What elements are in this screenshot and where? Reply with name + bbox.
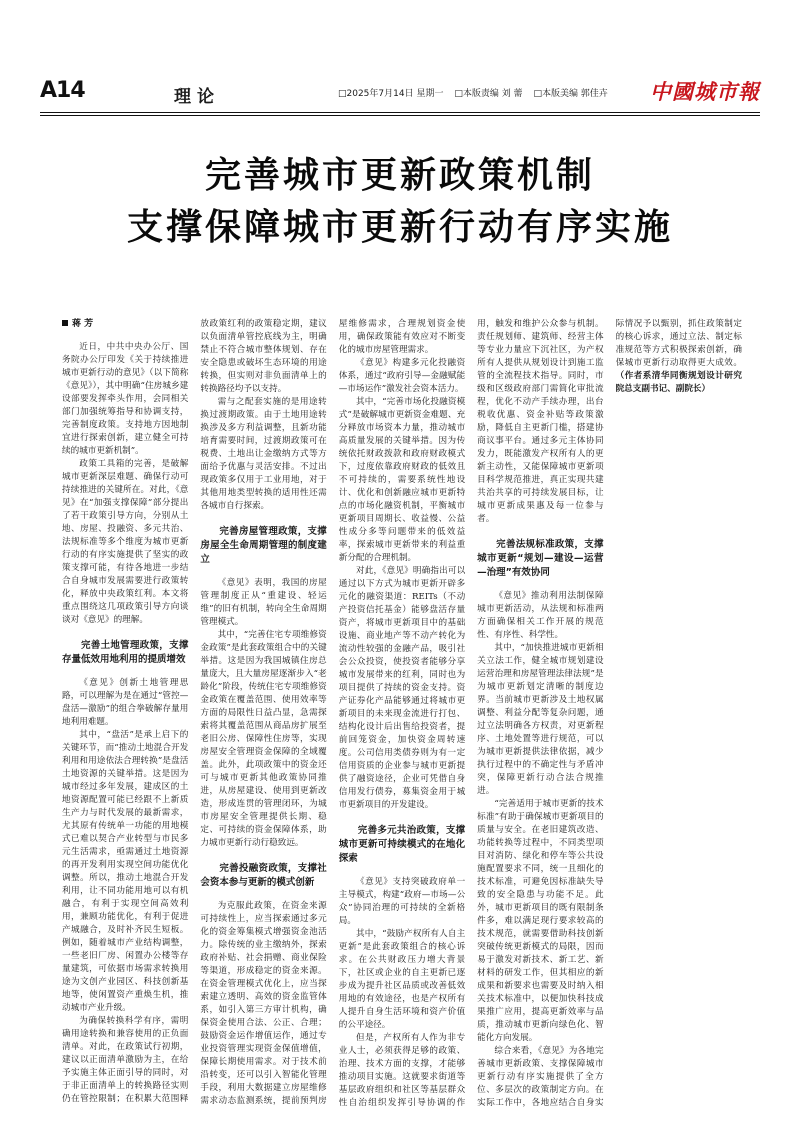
- square-bullet-icon: [62, 320, 68, 326]
- article-headline: [40, 150, 760, 254]
- body-paragraph: “完善适用于城市更新的技术标准”有助于确保城市更新项目的质量与安全。在老旧建筑改造、功能转换等过程中，不同类型项目对消防、绿化和停车等公共设施配置要求不同，统一且细化的技术标准，可避免因标准缺失导致的安全隐患与功能不足。此外，城市更新项目的既有限制条件多，难以满足现行要求较高的技术规范，就需要借助科技创新突破传统更新模式的局限，因而易于激发对新技术、新工艺、新材料的研发工作，但其相应的新成果和新要求也需要及时纳入相关技术标准中，以便加快科技成果推广应用，提高更新效率与品质，推动城市更新向绿色化、智能化方向发展。: [477, 799, 604, 1043]
- page-number: A14: [40, 78, 85, 103]
- editor-credit: □本版责编 刘 薷: [454, 89, 523, 99]
- section-heading: 完善多元共治政策，支撑城市更新可持续模式的在地化探索: [338, 825, 466, 864]
- designer-credit: □本版美编 郭佳卉: [533, 89, 608, 99]
- section-heading: 完善法规标准政策，支撑城市更新“规划—建设—运营—治理”有效协同: [477, 539, 604, 578]
- body-paragraph: 《意见》支持突破政府单一主导模式，构建“政府—市场—公众”协同治理的可持续的全新格局。: [338, 877, 466, 926]
- body-paragraph: 《意见》构建多元化投融资体系，通过“政府引导—金融赋能—市场运作”激发社会资本活力。: [338, 358, 466, 394]
- article-body: [62, 318, 742, 1118]
- author-name: 蒋 芳: [72, 319, 94, 329]
- intro-paragraph: 政策工具箱的完善，是破解城市更新深层难题、确保行动可持续推进的关键所在。对此，《意见》在“加强支撑保障”部分提出了若干政策引导方向，分别从土地、房屋、投融资、多元共治、法规标准等多个维度为城市更新行动的有序实施提供了坚实的政策支撑可能，有待各地进一步结合自身城市发展需要进行政策转化，释放中央政策红利。本文将重点围绕这几项政策引导方向谈谈对《意见》的理解。: [62, 459, 189, 625]
- intro-paragraph: 近日，中共中央办公厅、国务院办公厅印发《关于持续推进城市更新行动的意见》（以下简称《意见》），其中明确“住房城乡建设部要发挥牵头作用，会同相关部门加强统筹指导和协调支持，完善制度政策。支持地方因地制宜进行探索创新，建立健全可持续的城市更新机制”。: [62, 342, 189, 456]
- body-paragraph: 其中，“加快推进城市更新相关立法工作，健全城市规划建设运营治理和房屋管理法律法规”是为城市更新划定清晰的制度边界。当前城市更新涉及土地权属调整、利益分配等复杂问题，通过立法明确各方权责，对更新程序、土地处置等进行规范，可以为城市更新提供法律依据，减少执行过程中的不确定性与矛盾冲突，保障更新行动合法合规推进。: [477, 643, 604, 796]
- masthead-logo: 中國城市報: [650, 79, 760, 104]
- section-heading: 完善房屋管理政策，支撑房屋全生命周期管理的制度建立: [200, 526, 327, 565]
- body-paragraph: 为克服此政策，在资金来源可持续性上，应当探索通过多元化的资金筹集模式增强资金池活力。除传统的业主缴纳外，探索政府补贴、社会捐赠、商业保险等渠道，形成稳定的资金来源。在资金管理模式优化上，应当探索建立透明、高效的资金监管体系，如引入第三方审计机构，确保资金使用合法、公正、合理；鼓励资金运作增值运作，通过专业投资管理实现资金保值增值，保障长期使用需求。对于技术前沿转变，还可以引入智能化管理手段，利用大数据建立房屋维修需求动态监测系统，提前预判房屋维修需求，合理规划资金使用，确保政策能有效应对不断变化的城市房屋管理需求。: [200, 319, 466, 1106]
- section-name: 理论: [174, 87, 220, 107]
- byline: [62, 318, 188, 331]
- body-paragraph: 《意见》推动利用法制保障城市更新活动，从法规和标准两方面确保相关工作开展的规范性、有序性、科学性。: [477, 591, 604, 640]
- body-paragraph: 对此，《意见》明确指出可以通过以下方式为城市更新开辟多元化的融资渠道：REITs（不动产投资信托基金）能够盘活存量资产，将城市更新项目中的基础设施、商业地产等不动产转化为流动性较强的金融产品，吸引社会公众投资，使投资者能够分享城市发展带来的红利，同时也为项目提供了持续的资金支持。资产证券化产品能够通过将城市更新项目的未来现金流进行打包、结构化设计后出售给投资者，提前回笼资金，加快资金周转速度。公司信用类债券则为有一定信用资质的企业参与城市更新提供了融资途径，企业可凭借自身信用发行债券，募集资金用于城市更新项目的开发建设。: [338, 566, 466, 810]
- closing-text: 综合来看，《意见》为各地完善城市更新政策、支撑保障城市更新行动有序实施提供了全方位、多层次的政策制定方向。在实际工作中，各地应结合自身实际情况予以甄别，抓住政策制定的核心诉求，通过立法、制定标准规范等方式积极探索创新，确保城市更新行动取得更大成效。: [477, 319, 742, 1108]
- header-rule-secondary: [40, 115, 760, 116]
- body-paragraph: 其中，“完善市场化投融资模式”是破解城市更新资金难题、充分释放市场资本力量，推动城市高质量发展的关键举措。因为传统依托财政拨款和政府财政模式下，过度依靠政府财政的低效且不可持续的，需要系统性地设计、优化和创新融应城市更新特点的市场化融资机制，平衡城市更新项目周期长、收益慢、公益性成分多等问题带来的低效益率，探索城市更新带来的利益重新分配的合理机制。: [338, 397, 466, 563]
- section-heading: 完善土地管理政策，支撑存量低效用地利用的提质增效: [62, 640, 189, 665]
- body-paragraph: 需与之配套实施的是用途转换过渡期政策。由于土地用途转换涉及多方利益调整，且新功能培育需要时间，过渡期政策可在税费、土地出让金缴纳方式等方面给予优惠与灵活安排。不过出现政策多仅用于工业用地，对于其他用地类型转换的适用性还需各城市自行探索。: [200, 397, 327, 511]
- body-paragraph: 但是，产权所有人作为非专业人士，必须获得足够的政策、治理、技术方面的支撑，才能够推动项目实施。这就要求街道等基层政府组织和社区等基层群众性自治组织发挥引导协调的作用，触发和维护公众参与机制。责任规划师、建筑师、经营主体等专业力量应下沉社区，为产权所有人提供从规划设计到施工监管的全流程技术指导。同时，市级和区级政府部门需简化审批流程，优化不动产手续办理，出台税收优惠、资金补贴等政策激励，降低自主更新门槛，搭建协商议事平台。通过多元主体协同发力，既能激发产权所有人的更新主动性，又能保障城市更新项目科学规范推进，真正实现共建共治共享的可持续发展目标，让城市更新成果惠及每一位参与者。: [338, 319, 604, 1108]
- headline-line-1: 完善城市更新政策机制: [204, 155, 595, 196]
- body-paragraph: 其中，“盘活”是承上启下的关键环节，而“推动土地混合开发利用和用途依法合理转换”是盘活土地资源的关键举措。这是因为城市经过多年发展，建成区的土地资源配置可能已经跟不上新质生产力与时代发展的最新需求，尤其原有传统单一功能的用地模式已难以契合产业转型与市民多元生活需求，亟需通过土地资源的再开发利用实现空间功能优化调整。所以，推动土地混合开发利用，让不同功能用地可以有机融合，有利于实现空间高效利用，兼顾功能优化，有利于促进产城融合，及时补齐民生短板。例如，随着城市产业结构调整，一些老旧厂房、闲置办公楼等存量建筑，可依据市场需求转换用途为文创产业园区、科技创新基地等，使闲置资产重焕生机，推动城市产业升级。: [62, 730, 189, 1013]
- issue-date: □2025年7月14日 星期一: [338, 89, 444, 99]
- header-rule: [40, 112, 760, 113]
- issue-meta: [338, 86, 616, 99]
- body-paragraph: 《意见》表明，我国的房屋管理制度正从“重建设、轻运维”的旧有机制，转向全生命周期管理模式。: [200, 578, 327, 627]
- body-paragraph: 其中，“鼓励产权所有人自主更新”是此套政策组合的核心诉求。在公共财政压力增大背景下，社区或企业的自主更新已逐步成为提升社区品质或改善低效用地的有效途径，也是产权所有人提升自身生活环境和资产价值的公平途径。: [338, 929, 466, 1030]
- body-paragraph: 为确保转换科学有序，需明确用途转换和兼容使用的正负面清单。对此，在政策试行初期，建议以正面清单激励为主，在给予实施主体正面引导的同时，对于非正面清单上的转换路径实则仍在管控限制；在积累大范围释放政策红利的政策稳定期，建议以负面清单管控底线为主，明确禁止不符合城市整体规划、存在安全隐患或破坏生态环境的用途转换，但实则对非负面清单上的转换路径均予以支持。: [62, 319, 327, 1104]
- body-paragraph: 其中，“完善住宅专项维修资金政策”是此套政策组合中的关键举措。这是因为我国城镇住房总量庞大，且大量房屋逐渐步入“老龄化”阶段，传统住宅专项维修资金政策在覆盖范围、使用效率等方面的局限性日益凸显，急需探索将其覆盖范围从商品房扩展至老旧公房、保障性住房等，实现房屋安全管理资金保障的全域覆盖。此外，此项政策中的资金还可与城市更新其他政策协同推进，从房屋建设、使用到更新改造，形成连贯的管理闭环，为城市房屋安全管理提供长期、稳定、可持续的资金保障体系，助力城市更新行动行稳致远。: [200, 630, 327, 848]
- author-note: （作者系清华同衡规划设计研究院总支副书记、副院长）: [615, 371, 742, 394]
- headline-line-2: 支撑保障城市更新行动有序实施: [126, 207, 673, 248]
- page-header: [40, 72, 760, 116]
- section-heading: 完善投融资政策，支撑社会资本参与更新的模式创新: [200, 863, 327, 888]
- body-paragraph: 《意见》创新土地管理思路，可以理解为是在通过“管控—盘活—激励”的组合拳破解存量用地利用难题。: [62, 678, 189, 727]
